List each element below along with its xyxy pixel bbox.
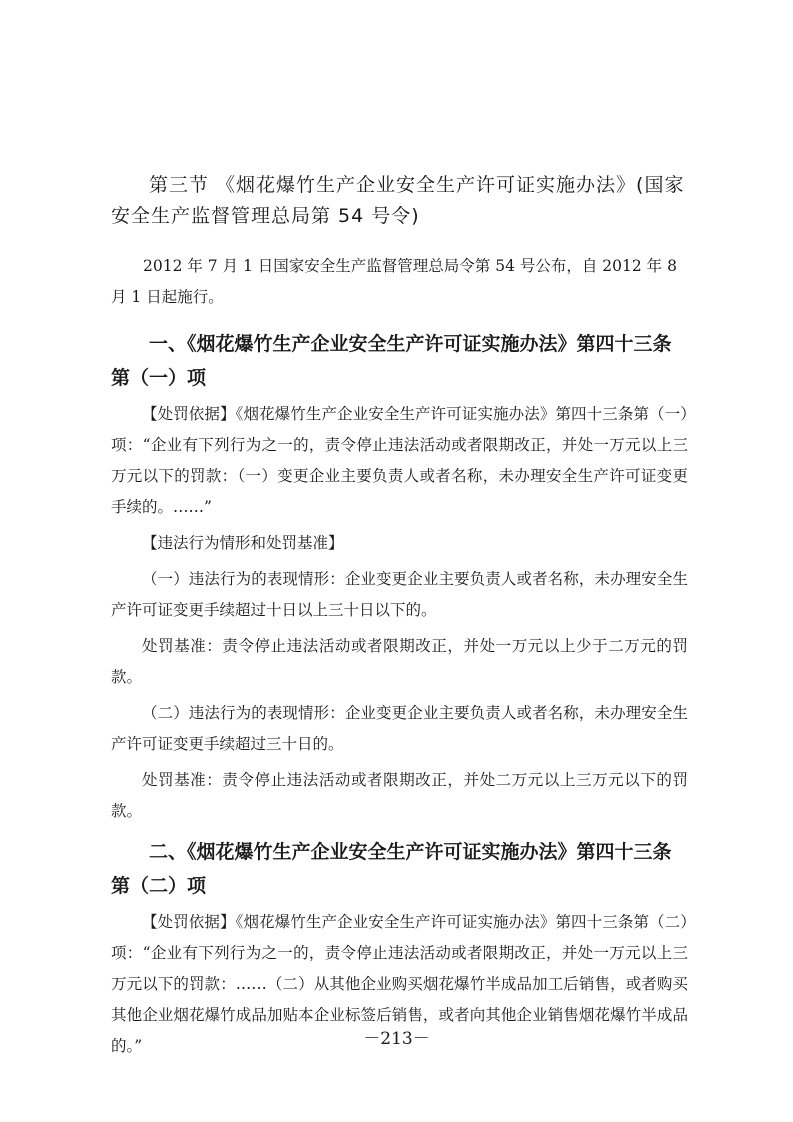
penalty-basis-1: 【处罚依据】《烟花爆竹生产企业安全生产许可证实施办法》第四十三条第（一）项：“企业有下列行为之一的，责令停止违法活动或者限期改正，并处一万元以上三万元以下的罚款：（一）变更企业主要负责人或者名称，未办理安全生产许可证变更手续的。……” (111, 405, 688, 516)
violation-case-1: （一）违法行为的表现情形：企业变更企业主要负责人或者名称，未办理安全生产许可证变更手续超过十日以上三十日以下的。 (111, 570, 688, 619)
article-heading-1: 一、《烟花爆竹生产企业安全生产许可证实施办法》第四十三条第（一）项 (111, 333, 672, 389)
document-body (111, 170, 688, 1067)
criteria-label: 【违法行为情形和处罚基准】 (142, 534, 344, 552)
article-heading-2: 二、《烟花爆竹生产企业安全生产许可证实施办法》第四十三条第（二）项 (111, 841, 672, 897)
page-number: －213－ (363, 1029, 430, 1049)
section-title: 第三节 《烟花爆竹生产企业安全生产许可证实施办法》(国家安全生产监督管理总局第 54 号令) (111, 174, 685, 227)
penalty-standard-1: 处罚基准：责令停止违法活动或者限期改正，并处一万元以上少于二万元的罚款。 (111, 637, 688, 686)
intro-paragraph: 2012 年 7 月 1 日国家安全生产监督管理总局令第 54 号公布，自 2012 年 8 月 1 日起施行。 (111, 257, 677, 306)
violation-case-2: （二）违法行为的表现情形：企业变更企业主要负责人或者名称，未办理安全生产许可证变更手续超过三十日的。 (111, 704, 688, 753)
penalty-basis-2: 【处罚依据】《烟花爆竹生产企业安全生产许可证实施办法》第四十三条第（二）项：“企业有下列行为之一的，责令停止违法活动或者限期改正，并处一万元以上三万元以下的罚款：……（二）从其他企业购买烟花爆竹半成品加工后销售，或者购买其他企业烟花爆竹成品加贴本企业标签后销售，或者向其他企业销售烟花爆竹半成品的。” (111, 913, 688, 1055)
penalty-standard-2: 处罚基准：责令停止违法活动或者限期改正，并处二万元以上三万元以下的罚款。 (111, 771, 688, 820)
